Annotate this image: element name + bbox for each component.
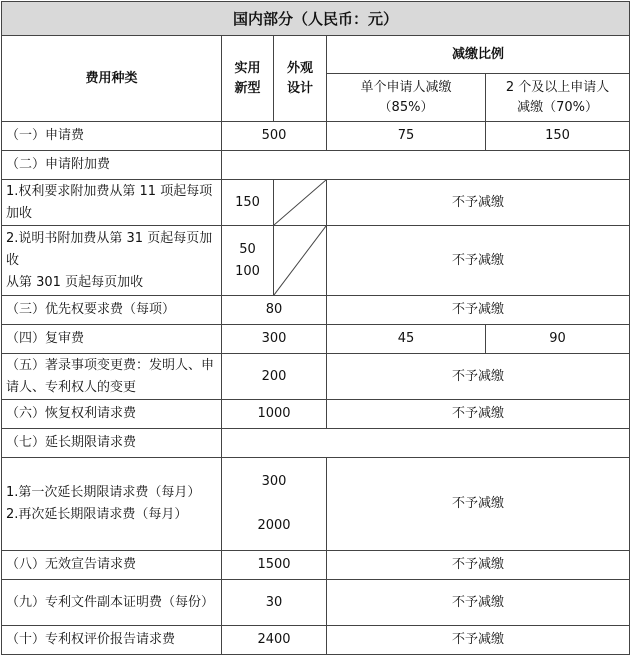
table-row — [2, 151, 630, 180]
header-utility — [222, 36, 274, 122]
row-label: （八）无效宣告请求费 — [2, 551, 222, 580]
row-label: （十）专利权评价报告请求费 — [2, 626, 222, 655]
header-single-rate: （85%） — [378, 99, 434, 115]
row-label: （七）延长期限请求费 — [2, 429, 222, 458]
row-label: （一）申请费 — [2, 122, 222, 151]
no-reduction: 不予减缴 — [327, 580, 630, 626]
row-fee: 1000 — [222, 400, 327, 429]
table-row — [2, 180, 630, 226]
header-category: 费用种类 — [2, 36, 222, 122]
no-reduction: 不予减缴 — [327, 626, 630, 655]
row-fee: 80 — [222, 296, 327, 325]
diagonal-cell — [274, 180, 327, 226]
row-fee: 300 — [222, 325, 327, 354]
table-row — [2, 551, 630, 580]
row-label — [2, 458, 222, 551]
row-label: 1.权利要求附加费从第 11 项起每项加收 — [2, 180, 222, 226]
no-reduction: 不予减缴 — [327, 551, 630, 580]
table-row — [2, 354, 630, 400]
header-reduction: 减缴比例 — [327, 36, 630, 74]
header-single — [327, 74, 486, 122]
row-label: （三）优先权要求费（每项） — [2, 296, 222, 325]
table-row — [2, 580, 630, 626]
row-fee: 150 — [222, 180, 274, 226]
fee-table — [1, 1, 630, 655]
header-design-line2: 设计 — [286, 80, 313, 96]
row-label: （四）复审费 — [2, 325, 222, 354]
empty-cell — [222, 151, 630, 180]
row-fee — [222, 458, 327, 551]
row-fee-1: 300 — [261, 474, 287, 489]
header-multi-line2: 减缴（70%） — [517, 99, 598, 115]
row-label-line2: 从第 301 页起每页加收 — [6, 274, 144, 290]
row-multi: 90 — [486, 325, 630, 354]
row-label-line1: 2.说明书附加费从第 31 页起每页加收 — [6, 230, 213, 268]
row-single: 45 — [327, 325, 486, 354]
row-label: （六）恢复权利请求费 — [2, 400, 222, 429]
row-label: （九）专利文件副本证明费（每份） — [2, 580, 222, 626]
table-row — [2, 626, 630, 655]
header-multi-line1: 2 个及以上申请人 — [505, 79, 610, 95]
row-fee: 1500 — [222, 551, 327, 580]
no-reduction: 不予减缴 — [327, 180, 630, 226]
row-fee-2: 100 — [235, 263, 260, 279]
table-row — [2, 429, 630, 458]
diagonal-line — [274, 226, 326, 295]
diagonal-cell — [274, 226, 327, 296]
row-multi: 150 — [486, 122, 630, 151]
header-utility-line2: 新型 — [234, 80, 261, 96]
table-row — [2, 400, 630, 429]
row-fee: 30 — [222, 580, 327, 626]
table-title: 国内部分（人民币：元） — [2, 2, 630, 36]
row-fee-2: 2000 — [257, 518, 291, 533]
header-multi — [486, 74, 630, 122]
header-single-label: 单个申请人减缴 — [360, 79, 452, 95]
row-label: （五）著录事项变更费：发明人、申请人、专利权人的变更 — [2, 354, 222, 400]
header-design-line1: 外观 — [286, 60, 313, 76]
row-label-line1: 1.第一次延长期限请求费（每月） — [6, 485, 201, 500]
row-label: （二）申请附加费 — [2, 151, 222, 180]
diagonal-line — [274, 180, 326, 225]
table-row — [2, 226, 630, 296]
row-single: 75 — [327, 122, 486, 151]
row-fee-1: 50 — [239, 241, 256, 257]
table-row — [2, 122, 630, 151]
header-utility-line1: 实用 — [234, 60, 261, 76]
table-row — [2, 325, 630, 354]
row-fee — [222, 226, 274, 296]
no-reduction: 不予减缴 — [327, 458, 630, 551]
row-label — [2, 226, 222, 296]
row-fee: 2400 — [222, 626, 327, 655]
no-reduction: 不予减缴 — [327, 226, 630, 296]
no-reduction: 不予减缴 — [327, 400, 630, 429]
table-row — [2, 458, 630, 551]
empty-cell — [222, 429, 630, 458]
row-fee: 500 — [222, 122, 327, 151]
row-label-line2: 2.再次延长期限请求费（每月） — [6, 507, 188, 522]
table-row — [2, 296, 630, 325]
no-reduction: 不予减缴 — [327, 296, 630, 325]
row-fee: 200 — [222, 354, 327, 400]
no-reduction: 不予减缴 — [327, 354, 630, 400]
header-design — [274, 36, 327, 122]
